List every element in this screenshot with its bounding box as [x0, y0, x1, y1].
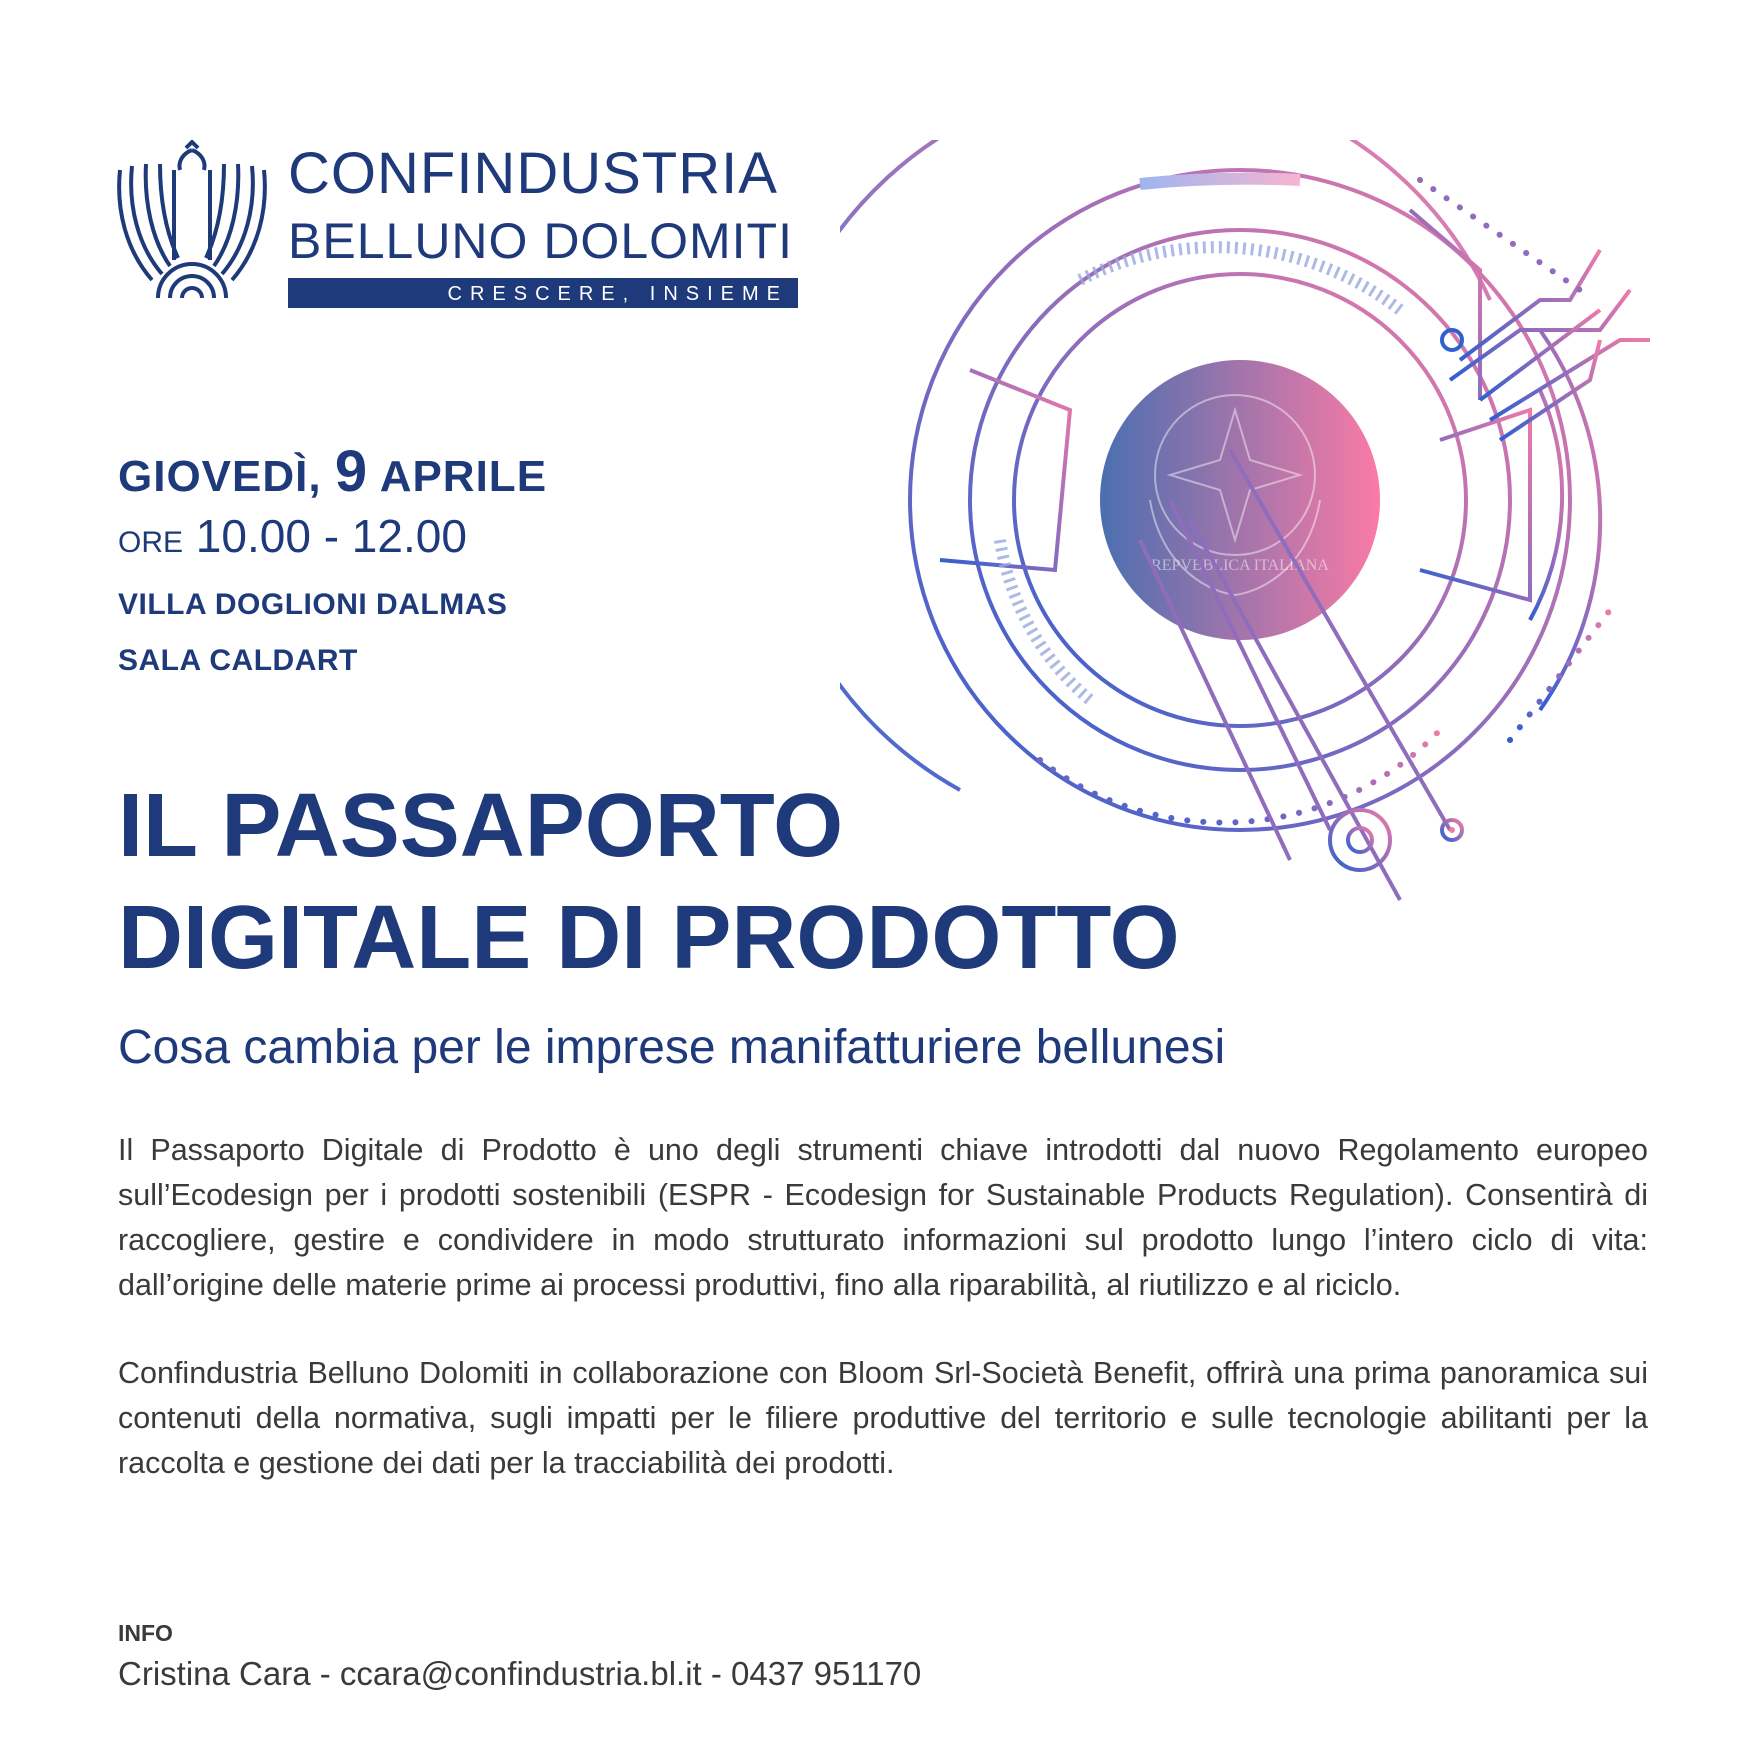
event-time-prefix: ORE — [118, 526, 184, 559]
logo-name-line2: BELLUNO DOLOMITI — [288, 213, 793, 269]
description-paragraph-2: Confindustria Belluno Dolomiti in collaborazione con Bloom Srl-Società Benefit, offrirà una prima panoramica sui contenuti della normativa, sugli impatti per le filiere produttive del territorio e sulle tecnologie abilitanti per la raccolta e gestione dei dati per la tracciabilità dei prodotti. — [118, 1356, 1648, 1480]
event-title — [118, 770, 1180, 994]
event-description — [118, 1128, 1648, 1529]
confindustria-logo — [112, 140, 812, 310]
logo-name-line1: CONFINDUSTRIA — [288, 141, 778, 206]
event-date — [118, 438, 547, 505]
event-time — [118, 509, 547, 563]
event-subtitle: Cosa cambia per le imprese manifatturiere bellunesi — [118, 1021, 1226, 1074]
contact-info — [118, 1620, 921, 1693]
description-paragraph-1: Il Passaporto Digitale di Prodotto è uno degli strumenti chiave introdotti dal nuovo Regolamento europeo sull’Ecodesign per i prodotti sostenibili (ESPR - Ecodesign for Sustainable Products Regulation). Consentirà di raccogliere, gestire e condividere in modo strutturato informazioni sul prodotto lungo l’intero ciclo di vita: dall’origine delle materie prime ai processi produttivi, fino alla riparabilità, al riutilizzo e al riciclo. — [118, 1133, 1648, 1302]
seal-text: REPVBBLICA ITALIANA — [1151, 557, 1329, 574]
event-month: APRILE — [379, 452, 548, 501]
event-venue — [118, 577, 547, 689]
event-weekday: GIOVEDÌ, — [118, 452, 322, 501]
title-line2: DIGITALE DI PRODOTTO — [118, 888, 1180, 988]
info-label: INFO — [118, 1620, 173, 1646]
event-time-range: 10.00 - 12.00 — [195, 510, 467, 562]
event-details — [118, 438, 547, 689]
title-line1: IL PASSAPORTO — [118, 776, 844, 876]
venue-name: VILLA DOGLIONI DALMAS — [118, 588, 508, 621]
event-day: 9 — [334, 439, 369, 504]
contact-details: Cristina Cara - ccara@confindustria.bl.it - 0437 951170 — [118, 1655, 922, 1692]
logo-tagline: CRESCERE, INSIEME — [447, 283, 788, 305]
eagle-emblem-icon — [112, 140, 272, 300]
venue-room: SALA CALDART — [118, 644, 358, 677]
